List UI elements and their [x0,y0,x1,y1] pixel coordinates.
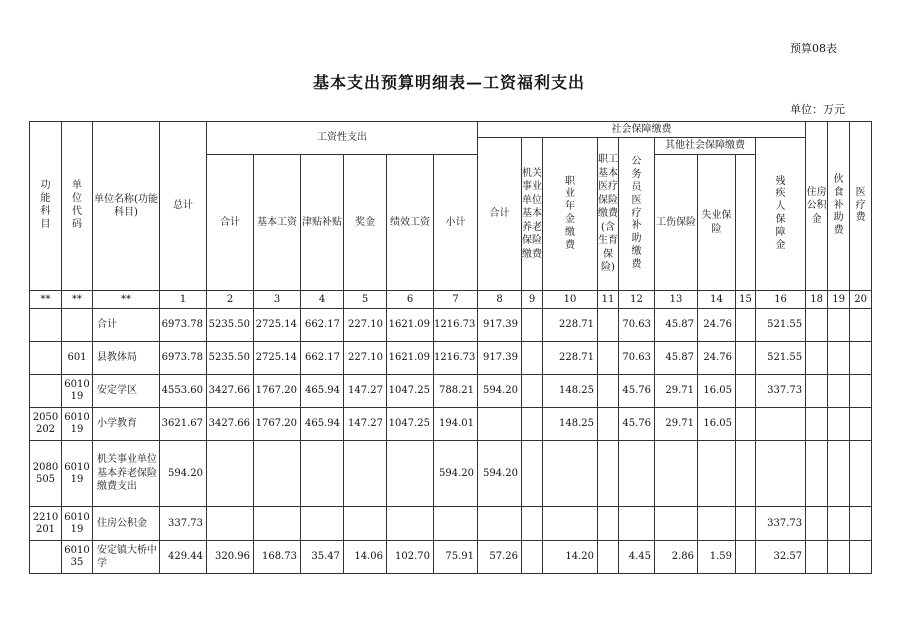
cell-pension: 594.20 [478,375,522,408]
table-row [30,408,872,441]
header-occupational-annuity: 职业年金缴费 [543,138,598,291]
index-cell: 11 [598,291,619,309]
cell-medical: 228.71 [543,309,598,342]
header-salary-total: 合计 [207,155,254,291]
cell-medical-fee [828,507,850,541]
cell-housing: 337.73 [756,375,806,408]
cell-func [30,375,62,408]
cell-medical [543,507,598,541]
cell-other-welfare [850,375,872,408]
cell-name: 安定镇大桥中学 [93,541,160,574]
cell-salary-total: 3427.66 [207,408,254,441]
cell-basic: 1767.20 [254,375,301,408]
cell-meal [806,375,828,408]
cell-injury: 45.87 [655,342,698,375]
cell-func: 2050 202 [30,408,62,441]
index-cell: ** [30,291,62,309]
cell-allowance [301,441,344,507]
cell-meal [806,408,828,441]
cell-other-welfare [850,342,872,375]
cell-performance: 102.70 [387,541,434,574]
header-medical-fee: 医疗费 [850,122,872,291]
cell-other-welfare [850,507,872,541]
cell-social-total: 1216.73 [434,309,478,342]
cell-disability [736,441,756,507]
cell-disability [736,309,756,342]
cell-bonus: 227.10 [344,309,387,342]
cell-allowance: 35.47 [301,541,344,574]
cell-bonus: 147.27 [344,408,387,441]
cell-pension: 594.20 [478,441,522,507]
cell-code [62,309,93,342]
cell-pension [478,507,522,541]
cell-occupational [522,342,543,375]
cell-social-total: 788.21 [434,375,478,408]
cell-injury: 29.71 [655,375,698,408]
cell-code: 6010 19 [62,441,93,507]
cell-disability [736,342,756,375]
index-cell: 3 [254,291,301,309]
cell-bonus [344,507,387,541]
table-row [30,309,872,342]
cell-name: 住房公积金 [93,507,160,541]
cell-injury: 29.71 [655,408,698,441]
index-cell: 18 [806,291,828,309]
cell-civil-medical [598,541,619,574]
cell-performance [387,441,434,507]
cell-housing: 32.57 [756,541,806,574]
cell-bonus: 227.10 [344,342,387,375]
cell-unemployment: 24.76 [698,309,736,342]
cell-injury [655,441,698,507]
cell-housing [756,408,806,441]
cell-civil-medical [598,309,619,342]
table-row [30,441,872,507]
cell-meal [806,342,828,375]
cell-occupational [522,507,543,541]
cell-medical-fee [828,342,850,375]
cell-total: 4553.60 [160,375,207,408]
cell-other-subtotal: 45.76 [619,408,655,441]
index-cell: ** [93,291,160,309]
cell-medical: 14.20 [543,541,598,574]
cell-medical-fee [828,309,850,342]
cell-allowance: 662.17 [301,342,344,375]
cell-medical-fee [828,441,850,507]
cell-salary-total [207,441,254,507]
cell-medical: 148.25 [543,408,598,441]
header-other-social-group: 其他社会保障缴费 [655,138,756,155]
header-unit-code: 单位代码 [62,122,93,291]
cell-meal [806,541,828,574]
header-bonus: 奖金 [344,155,387,291]
cell-medical: 148.25 [543,375,598,408]
cell-func [30,342,62,375]
header-disability-fund: 残疾人保障金 [756,138,806,291]
cell-name: 安定学区 [93,375,160,408]
cell-medical [543,441,598,507]
page-title: 基本支出预算明细表—工资福利支出 [312,73,585,92]
cell-civil-medical [598,441,619,507]
header-total: 总计 [160,122,207,291]
index-cell: 16 [756,291,806,309]
cell-code: 6010 35 [62,541,93,574]
cell-salary-total: 5235.50 [207,309,254,342]
table-row [30,507,872,541]
cell-social-total: 1216.73 [434,342,478,375]
cell-unemployment: 16.05 [698,408,736,441]
cell-social-total: 194.01 [434,408,478,441]
cell-func [30,541,62,574]
cell-other-subtotal: 70.63 [619,309,655,342]
cell-name: 小学教育 [93,408,160,441]
cell-bonus: 147.27 [344,375,387,408]
cell-occupational [522,375,543,408]
cell-meal [806,441,828,507]
cell-injury: 45.87 [655,309,698,342]
cell-injury: 2.86 [655,541,698,574]
table-row [30,342,872,375]
header-other-subtotal: 小计 [434,155,478,291]
cell-other-subtotal: 4.45 [619,541,655,574]
header-salary-group: 工资性支出 [207,122,478,155]
cell-performance: 1621.09 [387,342,434,375]
cell-occupational [522,441,543,507]
index-cell: 19 [828,291,850,309]
index-cell: 9 [522,291,543,309]
cell-occupational [522,541,543,574]
cell-other-welfare [850,309,872,342]
cell-injury [655,507,698,541]
cell-disability [736,541,756,574]
cell-func: 2210 201 [30,507,62,541]
header-basic-wage: 基本工资 [254,155,301,291]
cell-performance [387,507,434,541]
budget-table [29,121,872,574]
cell-allowance [301,507,344,541]
cell-bonus [344,441,387,507]
cell-unemployment [698,441,736,507]
table-row [30,375,872,408]
cell-civil-medical [598,375,619,408]
cell-pension [478,408,522,441]
cell-medical-fee [828,408,850,441]
cell-other-welfare [850,441,872,507]
index-cell: 8 [478,291,522,309]
cell-performance: 1047.25 [387,375,434,408]
cell-salary-total [207,507,254,541]
cell-code: 6010 19 [62,375,93,408]
cell-social-total: 75.91 [434,541,478,574]
cell-unemployment: 24.76 [698,342,736,375]
cell-total: 429.44 [160,541,207,574]
cell-unemployment: 1.59 [698,541,736,574]
cell-basic [254,441,301,507]
cell-basic: 2725.14 [254,309,301,342]
index-cell: 10 [543,291,598,309]
cell-other-welfare [850,541,872,574]
cell-civil-medical [598,507,619,541]
cell-housing [756,441,806,507]
cell-func [30,309,62,342]
cell-salary-total: 5235.50 [207,342,254,375]
cell-allowance: 465.94 [301,408,344,441]
cell-code: 6010 19 [62,507,93,541]
cell-other-subtotal [619,507,655,541]
index-cell: 13 [655,291,698,309]
cell-disability [736,375,756,408]
cell-bonus: 14.06 [344,541,387,574]
cell-total: 3621.67 [160,408,207,441]
cell-occupational [522,408,543,441]
index-cell: 5 [344,291,387,309]
cell-disability [736,408,756,441]
cell-other-subtotal: 45.76 [619,375,655,408]
header-unit-name: 单位名称(功能科目) [93,122,160,291]
index-cell: 15 [736,291,756,309]
cell-total: 594.20 [160,441,207,507]
cell-pension: 917.39 [478,342,522,375]
cell-unemployment: 16.05 [698,375,736,408]
cell-code: 6010 19 [62,408,93,441]
cell-meal [806,309,828,342]
cell-pension: 917.39 [478,309,522,342]
header-pension: 机关事业单位基本养老保险缴费 [522,138,543,291]
cell-basic: 168.73 [254,541,301,574]
cell-housing: 337.73 [756,507,806,541]
index-cell: 12 [619,291,655,309]
cell-other-subtotal [619,441,655,507]
header-medical-insurance: 职工基本医疗保险缴费(含生育保险) [598,138,619,291]
cell-performance: 1621.09 [387,309,434,342]
cell-name: 机关事业单位基本养老保险缴费支出 [93,441,160,507]
cell-basic [254,507,301,541]
index-cell: 20 [850,291,872,309]
header-housing-fund: 住房公积金 [806,122,828,291]
cell-housing: 521.55 [756,342,806,375]
cell-other-welfare [850,408,872,441]
cell-housing: 521.55 [756,309,806,342]
cell-meal [806,507,828,541]
table-row [30,541,872,574]
index-cell: 1 [160,291,207,309]
unit-label: 单位：万元 [790,103,845,116]
cell-salary-total: 3427.66 [207,375,254,408]
form-code: 预算08表 [790,42,837,55]
header-allowance: 津贴补贴 [301,155,344,291]
index-cell: 6 [387,291,434,309]
cell-social-total: 594.20 [434,441,478,507]
header-civil-servant-medical: 公务员医疗补助缴费 [619,138,655,291]
cell-basic: 2725.14 [254,342,301,375]
cell-medical: 228.71 [543,342,598,375]
index-cell: 7 [434,291,478,309]
cell-name: 合计 [93,309,160,342]
cell-total: 337.73 [160,507,207,541]
cell-code: 601 [62,342,93,375]
cell-performance: 1047.25 [387,408,434,441]
index-cell: 14 [698,291,736,309]
cell-pension: 57.26 [478,541,522,574]
cell-basic: 1767.20 [254,408,301,441]
cell-other-subtotal: 70.63 [619,342,655,375]
index-cell: ** [62,291,93,309]
header-performance-wage: 绩效工资 [387,155,434,291]
cell-unemployment [698,507,736,541]
cell-civil-medical [598,408,619,441]
cell-salary-total: 320.96 [207,541,254,574]
header-unemployment-insurance: 失业保险 [698,155,736,291]
cell-total: 6973.78 [160,342,207,375]
cell-social-total [434,507,478,541]
cell-medical-fee [828,375,850,408]
header-social-total: 合计 [478,138,522,291]
index-cell: 2 [207,291,254,309]
cell-medical-fee [828,541,850,574]
cell-allowance: 465.94 [301,375,344,408]
index-cell: 4 [301,291,344,309]
cell-name: 县教体局 [93,342,160,375]
header-injury-insurance: 工伤保险 [655,155,698,291]
header-func-subject: 功能科目 [30,122,62,291]
cell-disability [736,507,756,541]
cell-civil-medical [598,342,619,375]
header-meal-subsidy: 伙食补助费 [828,122,850,291]
header-social-group: 社会保障缴费 [478,122,806,138]
cell-func: 2080 505 [30,441,62,507]
cell-allowance: 662.17 [301,309,344,342]
cell-total: 6973.78 [160,309,207,342]
index-row [30,291,872,309]
cell-occupational [522,309,543,342]
